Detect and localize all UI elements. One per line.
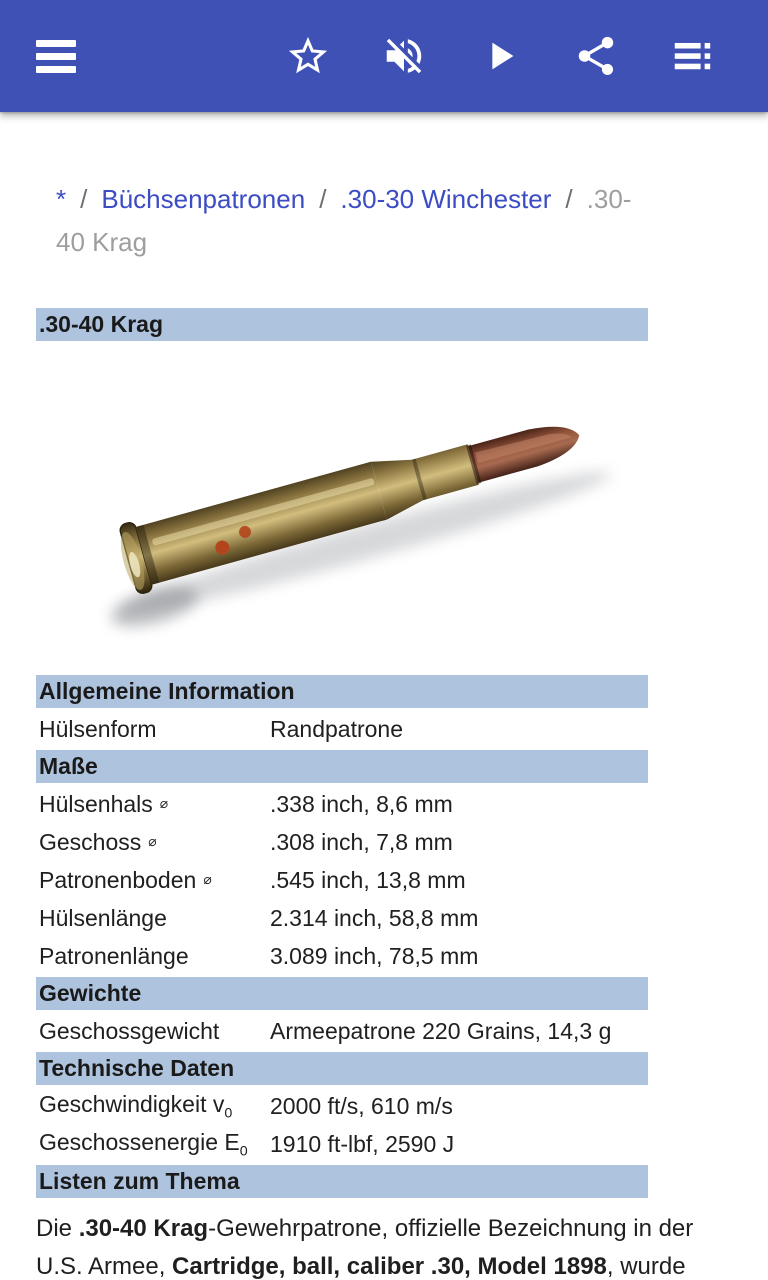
section-header-gewichte: Gewichte [36,977,648,1010]
mute-button[interactable] [380,32,428,80]
favorite-button[interactable] [284,32,332,80]
info-table [36,308,648,1198]
paragraph-segment: , wurde [606,1253,686,1280]
section-header-listen-zum-thema: Listen zum Thema [36,1165,648,1198]
row-label: Hülsenlänge [39,904,167,931]
star-outline-icon [285,33,331,79]
breadcrumb-separator: / [319,184,327,214]
table-row-huelsenhals [36,785,648,823]
share-icon [573,33,619,79]
section-header-masse: Maße [36,750,648,783]
diameter-symbol: ⌀ [148,834,157,850]
breadcrumb-link-buechsenpatronen[interactable]: Büchsenpatronen [101,184,306,214]
table-row-huelsenlaenge [36,899,648,937]
article-paragraph [36,1210,736,1280]
row-label: Hülsenhals ⌀ [39,790,169,817]
share-button[interactable] [572,32,620,80]
topic-list-button[interactable] [668,32,716,80]
table-row-geschossenergie [36,1125,648,1163]
breadcrumb-link-30-30-winchester[interactable]: .30-30 Winchester [340,184,552,214]
breadcrumb-home-link[interactable]: * [56,184,67,214]
row-label: Geschwindigkeit $v_0$ [39,1090,233,1122]
article-title-header: .30-40 Krag [36,308,648,341]
app-bar-actions [284,32,716,80]
cartridge-illustration [36,343,648,673]
app-bar [0,0,768,112]
row-label: Hülsenform [39,715,157,742]
paragraph-segment: Die [36,1215,79,1242]
diameter-symbol: ⌀ [203,872,212,888]
row-value: 3.089 inch, 78,5 mm [270,942,479,969]
breadcrumb-separator: / [80,184,88,214]
row-label: Geschoss ⌀ [39,828,157,855]
diameter-symbol: ⌀ [159,796,169,812]
table-row-patronenboden [36,861,648,899]
table-row-patronenlaenge [36,937,648,975]
subscript-zero: 0 [239,1143,248,1160]
breadcrumb-current-page: .30-40 Krag [56,184,632,257]
row-value: 1910 ft-lbf, 2590 J [270,1130,455,1157]
row-value: Armeepatrone 220 Grains, 14,3 g [270,1017,612,1044]
menu-button[interactable] [32,32,80,80]
row-value: 2.314 inch, 58,8 mm [270,904,479,931]
row-value: 2000 ft/s, 610 m/s [270,1092,453,1119]
play-button[interactable] [476,32,524,80]
table-row-geschwindigkeit [36,1087,648,1125]
row-value: .338 inch, 8,6 mm [270,790,453,817]
section-header-allgemeine-information: Allgemeine Information [36,675,648,708]
breadcrumb [56,178,660,264]
menu-icon [36,34,76,79]
topic-list-icon [669,33,715,79]
row-label: Geschossenergie $E_0$ [39,1128,248,1160]
paragraph-segment: -Gewehrpatrone, offizielle Bezeichnung in der U.S. Armee, [36,1215,694,1280]
table-row-geschoss [36,823,648,861]
row-value: .308 inch, 7,8 mm [270,828,453,855]
breadcrumb-separator: / [565,184,573,214]
row-label: Geschossgewicht [39,1017,220,1044]
row-value: .545 inch, 13,8 mm [270,866,466,893]
table-row-huelsenform [36,710,648,748]
play-icon [477,33,523,79]
volume-off-icon [381,33,427,79]
row-value: Randpatrone [270,715,403,742]
row-label: Patronenboden ⌀ [39,866,212,893]
paragraph-segment-bold: Cartridge, ball, caliber .30, Model 1898 [172,1253,607,1280]
section-header-technische-daten: Technische Daten [36,1052,648,1085]
cartridge-photo [36,343,648,673]
row-label: Patronenlänge [39,942,189,969]
subscript-zero: 0 [224,1105,233,1122]
table-row-geschossgewicht [36,1012,648,1050]
paragraph-segment-bold: .30-40 Krag [78,1215,209,1242]
